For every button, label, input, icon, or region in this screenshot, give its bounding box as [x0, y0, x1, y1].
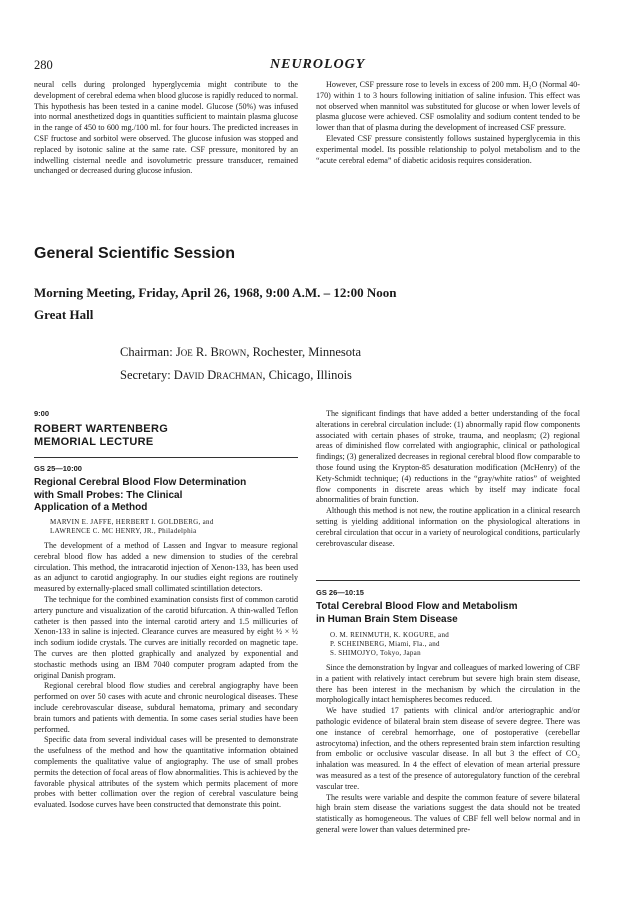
chairman-line: [120, 345, 361, 360]
gs25-title-line: Regional Cerebral Blood Flow Determination: [34, 477, 247, 488]
gs26-authors-line: S. SHIMOJYO, Tokyo, Japan: [330, 649, 421, 657]
gs25-authors-line: LAWRENCE C. MC HENRY, JR., Philadelphia: [50, 527, 197, 535]
lecture-title: [34, 423, 168, 449]
lecture-title-line: ROBERT WARTENBERG: [34, 423, 169, 435]
paragraph: The results were variable and despite the common feature of severe bilateral high brain stem disease the variations suggest the data should not be treated statistically as homogeneous. The values of CBF fell well below normal and in general were lower than values determined pre-: [316, 792, 580, 834]
lecture-time: 9:00: [34, 409, 50, 418]
journal-title: NEUROLOGY: [270, 57, 366, 72]
gs25-title: [34, 477, 246, 515]
paragraph: The significant findings that have added a better understanding of the focal alterations in cerebral circulation include: (1) abnormally rapid flow components associated with certain phases of stroke, trauma, and neoplasm; (2) regional areas of diminished flow correlated with angiographic, clinical or pathological findings; (3) generalized decreases in regional cerebral blood flow comparable to those found using the Krypton-85 desaturation modification (McHenry) of the Kety-Schmidt technique; (4) reductions in the “gray/white ratios” of weighted flow components in discrete areas which by itself may indicate focal abnormalities of brain function.: [316, 409, 580, 505]
right-mid-column: [316, 409, 580, 549]
secretary-name: David Drachman: [173, 368, 263, 382]
gs26-title: [316, 601, 518, 626]
gs26-authors-line: P. SCHEINBERG, Miami, Fla., and: [330, 640, 440, 648]
paragraph: Elevated CSF pressure consistently follows sustained hyperglycemia in this experimental model. Its possible relationship to polyol metabolism and to the “acute cerebral edema” of diabetic acidosis requires consideration.: [316, 133, 580, 165]
secretary-line: [120, 368, 352, 383]
gs26-title-line: in Human Brain Stem Disease: [316, 613, 458, 625]
top-left-column: [34, 80, 298, 177]
session-title: General Scientific Session: [34, 245, 235, 262]
chairman-name: Joe R. Brown: [175, 345, 247, 359]
meeting-location: Great Hall: [34, 307, 94, 322]
gs25-authors-line: MARVIN E. JAFFE, HERBERT I. GOLDBERG, and: [50, 518, 214, 526]
chairman-label: Chairman:: [120, 345, 173, 359]
paragraph: The technique for the combined examination consists first of common carotid artery puncture and visualization of the carotid bifurcation. A thin-walled Teflon catheter is then passed into the internal carotid artery and 1.5 millicuries of Xenon-133 in saline is injected. Clearance curves are measured by eight ½ × ½ inch sodium iodide crystals. The curves are initially recorded on magnetic tape. The curves are then plotted graphically and analyzed by exponential and stochastic methods using an IBM 7040 computer program adapted from the original Danish program.: [34, 594, 298, 680]
divider: [316, 580, 580, 581]
gs26-body: [316, 663, 580, 836]
paragraph: neural cells during prolonged hyperglycemia might contribute to the development of cerebral edema when blood glucose is rapidly reduced to normal. This hypothesis has been tested in a canine model. Glucose (50%) was infused into normal anesthetized dogs in quantities sufficient to maintain plasma glucose in the range of 450 to 600 mg./100 ml. for four hours. The predicted increases in CSF fructose and sorbitol were observed. The glucose infusion was stopped and replaced by isotonic saline at the same rate. CSF pressure, monitored by an indwelling cisternal needle and isovolumetric pressure transducer, remained unchanged or decreased during glucose infusion.: [34, 80, 298, 176]
paragraph: Since the demonstration by Ingvar and colleagues of marked lowering of CBF in a patient with relatively intact cerebrum but severe high brain stem disease, there has been interest in the mechanism by which the circulation in the morphologically intact hemispheres becomes reduced.: [316, 663, 580, 705]
paragraph: Specific data from several individual cases will be presented to demonstrate the usefulness of the method and how the quantitative information obtained complements the qualitative value of angiography. The use of small probes permits the detection of focal areas of flow abnormalities. This is achieved by the favorable physical attributes of the system which permits placement of more probes with better collimation over the region of cerebral vasculature being evaluated. Isodose curves have been constructed that demonstrate this point.: [34, 735, 298, 810]
paragraph: We have studied 17 patients with clinical and/or arteriographic and/or pathologic evidence of bilateral brain stem disease of severe degree. There was one instance of cerebral hemorrhage, one of postoperative (cerebellar astrocytoma) infection, and the others represented brain stem infarction resulting from embolic or occlusive vascular disease. In all but 3 the effect of CO₂ inhalation was measured. In 4 the effect of elevation of mean arterial pressure was measured as a test of the presence of autoregulatory function of the cerebral vascular tree.: [316, 706, 580, 791]
secretary-place: , Chicago, Illinois: [262, 368, 352, 382]
gs25-body: [34, 541, 298, 811]
paragraph: Regional cerebral blood flow studies and cerebral angiography have been performed on over 50 cases with acute and chronic neurological diseases. These include cerebrovascular disease, subdural hematoma, primary and secondary brain tumors and patients with dementia. In some cases serial studies have been performed.: [34, 681, 298, 734]
gs26-title-line: Total Cerebral Blood Flow and Metabolism: [316, 601, 518, 612]
gs26-authors-line: O. M. REINMUTH, K. KOGURE, and: [330, 631, 450, 639]
paragraph: The development of a method of Lassen and Ingvar to measure regional cerebral blood flow has added a new dimension to studies of the cerebral circulation. This method, the intracarotid injection of Xenon-133, has been used as an adjunct to carotid angiography. In our studies eight regions are routinely measured by externally-placed small collimated scintillation detectors.: [34, 541, 298, 594]
paragraph: However, CSF pressure rose to levels in excess of 200 mm. H₂O (Normal 40-170) within 1 to 3 hours following initiation of saline infusion. This effect was not observed when mannitol was substituted for glucose or when lower levels of plasma glucose were achieved. CSF osmolality and sodium content tended to be lower than that of plasma during the development of increased CSF pressure.: [316, 80, 580, 133]
lecture-title-line: MEMORIAL LECTURE: [34, 436, 154, 448]
chairman-place: , Rochester, Minnesota: [246, 345, 362, 359]
paragraph: Although this method is not new, the routine application in a clinical research setting is yielding additional information on the physiological alterations in cerebral circulation that occur in a variety of neurological conditions, particularly cerebrovascular disease.: [316, 506, 580, 548]
gs25-title-line: with Small Probes: The Clinical: [34, 489, 183, 501]
meeting-info: Morning Meeting, Friday, April 26, 1968, 9:00 A.M. – 12:00 Noon: [34, 285, 397, 300]
gs25-authors: [50, 518, 214, 536]
gs26-authors: [330, 631, 449, 658]
divider: [34, 457, 298, 458]
secretary-label: Secretary:: [120, 368, 171, 382]
gs26-code: GS 26—10:15: [316, 588, 364, 597]
page-number: 280: [34, 58, 53, 72]
gs25-code: GS 25—10:00: [34, 464, 82, 473]
top-right-column: [316, 80, 580, 166]
gs25-title-line: Application of a Method: [34, 502, 148, 513]
